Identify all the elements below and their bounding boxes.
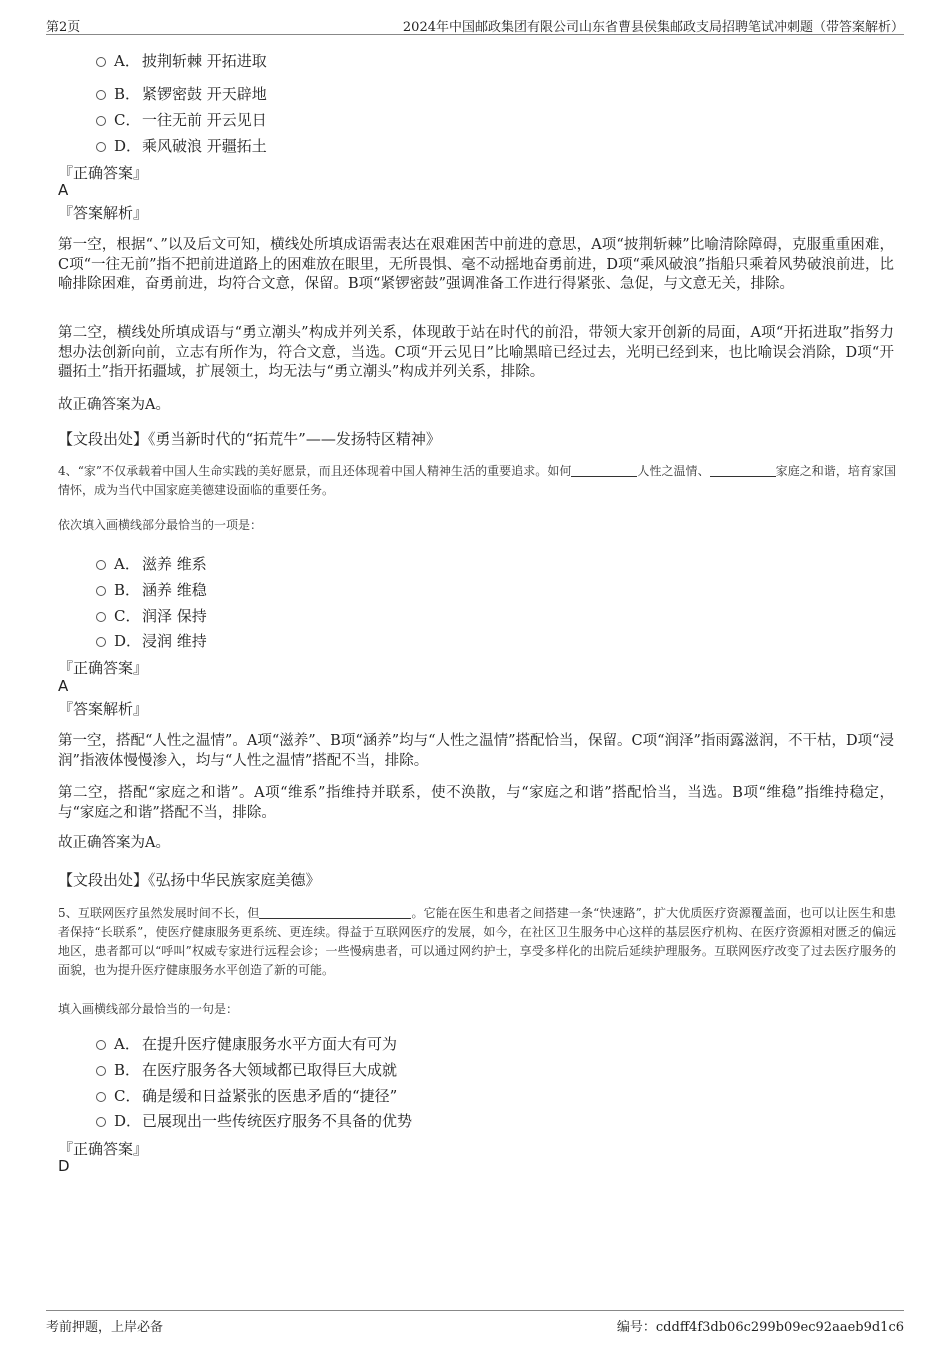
q4-analysis-2: 第二空，搭配“家庭之和谐”。A项“维系”指维持并联系，使不涣散，与“家庭之和谐”搭配恰当，当选。B项“维稳”指维持稳定，与“家庭之和谐”搭配不当，排除。 bbox=[58, 785, 894, 821]
blank-line bbox=[710, 463, 776, 477]
page-header bbox=[46, 14, 904, 35]
q3-source: 【文段出处】《勇当新时代的“拓荒牛”——发扬特区精神》 bbox=[58, 430, 441, 448]
radio-icon[interactable] bbox=[96, 1092, 106, 1102]
q3-answer: A bbox=[58, 181, 69, 199]
radio-icon[interactable] bbox=[96, 116, 106, 126]
document-id: 编号：cddff4f3db06c299b09ec92aaeb9d1c6 bbox=[616, 1320, 904, 1335]
footer-slogan: 考前押题，上岸必备 bbox=[46, 1320, 164, 1335]
q4-source: 【文段出处】《弘扬中华民族家庭美德》 bbox=[58, 871, 321, 889]
q3-option-c[interactable]: C． 一往无前 开云见日 bbox=[96, 109, 267, 130]
q3-option-d[interactable]: D．乘风破浪 开疆拓土 bbox=[96, 135, 267, 156]
q4-answer-tag: 『正确答案』 bbox=[58, 659, 149, 677]
document-title: 2024年中国邮政集团有限公司山东省曹县侯集邮政支局招聘笔试冲刺题（带答案解析） bbox=[402, 20, 904, 35]
q4-analysis-tag: 『答案解析』 bbox=[58, 700, 149, 718]
radio-icon[interactable] bbox=[96, 586, 106, 596]
radio-icon[interactable] bbox=[96, 612, 106, 622]
q4-option-d[interactable]: D．浸润 维持 bbox=[96, 630, 207, 651]
q4-answer: A bbox=[58, 677, 69, 695]
q5-option-c[interactable]: C． 确是缓和日益紧张的医患矛盾的“捷径” bbox=[96, 1085, 397, 1106]
q3-analysis-tag: 『答案解析』 bbox=[58, 204, 149, 222]
q4-analysis-1: 第一空，搭配“人性之温情”。A项“滋养”、B项“涵养”均与“人性之温情”搭配恰当，保留。C项“润泽”指雨露滋润，不干枯，D项“浸润”指液体慢慢渗入，均与“人性之温情”搭配不当，排除。 bbox=[58, 733, 894, 769]
page-number: 第2页 bbox=[46, 20, 81, 35]
q5-answer: D bbox=[58, 1157, 70, 1175]
q3-analysis-2: 第二空，横线处所填成语与“勇立潮头”构成并列关系，体现敢于站在时代的前沿，带领大家开创新的局面，A项“开拓进取”指努力想办法创新向前，立志有所作为，符合文意，当选。C项“开云见日”比喻黑暗已经过去，光明已经到来，也比喻误会消除，D项“开疆拓土”指开拓疆域，扩展领土，均无法与“勇立潮头”构成并列关系，排除。 bbox=[58, 325, 894, 380]
radio-icon[interactable] bbox=[96, 560, 106, 570]
radio-icon[interactable] bbox=[96, 1066, 106, 1076]
q4-stem: 4、“家”不仅承载着中国人生命实践的美好愿景，而且还体现着中国人精神生活的重要追求。如何 人性之温情、 家庭之和谐，培育家国情怀，成为当代中国家庭美德建设面临的重要任务。 bbox=[58, 464, 896, 497]
radio-icon[interactable] bbox=[96, 57, 106, 67]
q3-option-a[interactable]: A． 披荆斩棘 开拓进取 bbox=[96, 50, 267, 71]
q5-option-d[interactable]: D．已展现出一些传统医疗服务不具备的优势 bbox=[96, 1110, 412, 1131]
q5-stem: 5、互联网医疗虽然发展时间不长，但 。它能在医生和患者之间搭建一条“快速路”，扩大优质医疗资源覆盖面，也可以让医生和患者保持“长联系”，使医疗健康服务更系统、更连续。得益于互联网医疗的发展，如今，在社区卫生服务中心这样的基层医疗机构、在医疗资源相对匮乏的偏远地区，患者都可以“呼叫”权威专家进行远程会诊；一些慢病患者，可以通过网约护士，享受多样化的出院后延续护理服务。互联网医疗改变了过去医疗服务的面貌，也为提升医疗健康服务水平创造了新的可能。 bbox=[58, 906, 896, 977]
radio-icon[interactable] bbox=[96, 90, 106, 100]
q4-prompt: 依次填入画横线部分最恰当的一项是： bbox=[58, 518, 263, 532]
q5-prompt: 填入画横线部分最恰当的一句是： bbox=[58, 1002, 239, 1016]
q4-option-a[interactable]: A． 滋养 维系 bbox=[96, 553, 207, 574]
q4-option-c[interactable]: C． 润泽 保持 bbox=[96, 605, 207, 626]
radio-icon[interactable] bbox=[96, 1117, 106, 1127]
q5-option-b[interactable]: B． 在医疗服务各大领域都已取得巨大成就 bbox=[96, 1059, 397, 1080]
radio-icon[interactable] bbox=[96, 142, 106, 152]
q3-conclusion: 故正确答案为A。 bbox=[58, 397, 170, 413]
q5-option-a[interactable]: A． 在提升医疗健康服务水平方面大有可为 bbox=[96, 1033, 397, 1054]
q4-option-b[interactable]: B． 涵养 维稳 bbox=[96, 579, 207, 600]
radio-icon[interactable] bbox=[96, 1040, 106, 1050]
radio-icon[interactable] bbox=[96, 637, 106, 647]
q4-conclusion: 故正确答案为A。 bbox=[58, 835, 170, 851]
q3-option-b[interactable]: B． 紧锣密鼓 开天辟地 bbox=[96, 83, 267, 104]
q3-analysis-1: 第一空，根据“、”以及后文可知，横线处所填成语需表达在艰难困苦中前进的意思，A项“披荆斩棘”比喻清除障碍，克服重重困难，C项“一往无前”指不把前进道路上的困难放在眼里，无所畏惧、毫不动摇地奋勇前进，D项“乘风破浪”指船只乘着风势破浪前进，比喻排除困难，奋勇前进，均符合文意，保留。B项“紧锣密鼓”强调准备工作进行得紧张、急促，与文意无关，排除。 bbox=[58, 237, 894, 292]
q3-answer-tag: 『正确答案』 bbox=[58, 164, 149, 182]
blank-line bbox=[259, 905, 411, 919]
q5-answer-tag: 『正确答案』 bbox=[58, 1140, 149, 1158]
page-footer bbox=[46, 1310, 904, 1335]
blank-line bbox=[571, 463, 637, 477]
